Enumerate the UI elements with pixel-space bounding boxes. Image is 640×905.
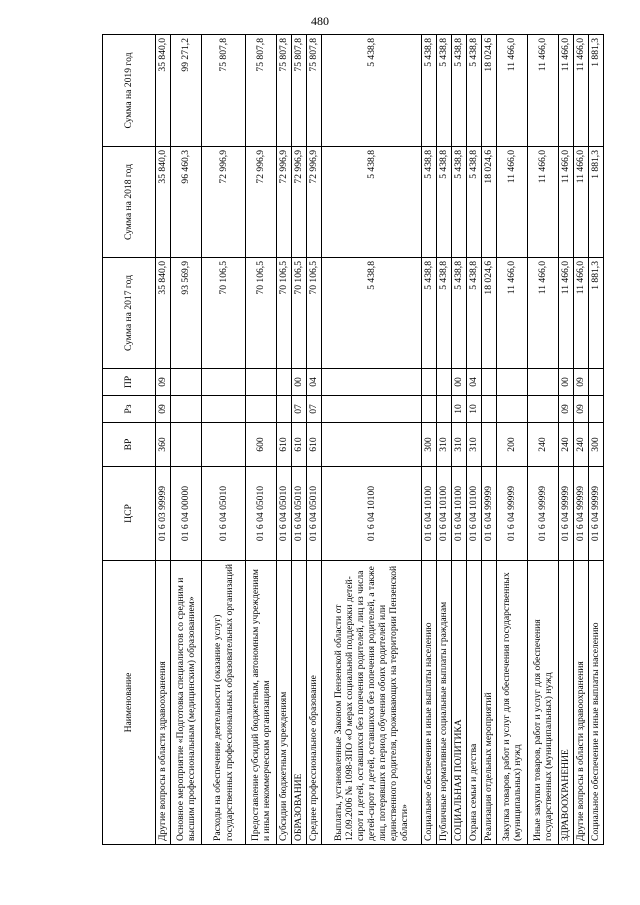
header-sum-2018: Сумма на 2018 год: [103, 147, 156, 258]
cell-pr: 09: [574, 369, 589, 396]
cell-csr: 01 6 04 10100: [322, 467, 422, 561]
cell-csr: 01 6 04 10100: [422, 467, 437, 561]
cell-pr: [528, 369, 559, 396]
cell-vr: 300: [422, 423, 437, 467]
cell-pr: [322, 369, 422, 396]
cell-sum-2018: 5 438,8: [437, 147, 452, 258]
cell-rz: [246, 396, 277, 423]
page-number: 480: [311, 14, 329, 28]
cell-sum-2019: 75 807,8: [202, 35, 246, 147]
cell-rz: [589, 396, 604, 423]
cell-vr: [202, 423, 246, 467]
cell-sum-2019: 18 024,6: [482, 35, 497, 147]
cell-name: ОБРАЗОВАНИЕ: [292, 561, 307, 845]
cell-sum-2018: 72 996,9: [307, 147, 322, 258]
cell-sum-2018: 18 024,6: [482, 147, 497, 258]
cell-name: Охрана семьи и детства: [467, 561, 482, 845]
cell-vr: 610: [277, 423, 292, 467]
cell-sum-2019: 5 438,8: [422, 35, 437, 147]
header-vr: ВР: [103, 423, 156, 467]
cell-csr: 01 6 04 99999: [559, 467, 574, 561]
cell-vr: [322, 423, 422, 467]
table-row: [307, 35, 322, 845]
header-sum-2017: Сумма на 2017 год: [103, 258, 156, 369]
cell-name: СОЦИАЛЬНАЯ ПОЛИТИКА: [452, 561, 467, 845]
table-row: [528, 35, 559, 845]
cell-vr: 310: [452, 423, 467, 467]
cell-name: Среднее профессиональное образование: [307, 561, 322, 845]
cell-sum-2019: 35 840,0: [156, 35, 171, 147]
cell-pr: [422, 369, 437, 396]
cell-name: Предоставление субсидий бюджетным, автономным учреждениям и иным некоммерческим организациям: [246, 561, 277, 845]
cell-name: Расходы на обеспечение деятельности (оказание услуг) государственных профессиональных образовательных организаций: [202, 561, 246, 845]
cell-pr: [482, 369, 497, 396]
table-row: [322, 35, 422, 845]
cell-csr: 01 6 04 05010: [292, 467, 307, 561]
cell-sum-2017: 5 438,8: [422, 258, 437, 369]
cell-sum-2018: 11 466,0: [497, 147, 528, 258]
table-row: [559, 35, 574, 845]
cell-sum-2018: 72 996,9: [292, 147, 307, 258]
cell-sum-2017: 11 466,0: [528, 258, 559, 369]
cell-sum-2017: 70 106,5: [307, 258, 322, 369]
table-row: [202, 35, 246, 845]
budget-table: [102, 34, 604, 845]
table-row: [292, 35, 307, 845]
cell-name: Публичные нормативные социальные выплаты гражданам: [437, 561, 452, 845]
cell-csr: 01 6 04 00000: [171, 467, 202, 561]
cell-rz: [322, 396, 422, 423]
cell-rz: 09: [156, 396, 171, 423]
cell-sum-2017: 11 466,0: [559, 258, 574, 369]
cell-vr: 610: [307, 423, 322, 467]
cell-vr: 360: [156, 423, 171, 467]
cell-csr: 01 6 04 10100: [437, 467, 452, 561]
cell-csr: 01 6 04 99999: [528, 467, 559, 561]
cell-sum-2017: 70 106,5: [277, 258, 292, 369]
cell-sum-2019: 75 807,8: [246, 35, 277, 147]
cell-vr: 200: [497, 423, 528, 467]
cell-name: Другие вопросы в области здравоохранения: [574, 561, 589, 845]
cell-sum-2018: 11 466,0: [559, 147, 574, 258]
cell-sum-2019: 75 807,8: [307, 35, 322, 147]
cell-csr: 01 6 03 99999: [156, 467, 171, 561]
table-row: [497, 35, 528, 845]
cell-sum-2017: 11 466,0: [574, 258, 589, 369]
header-rz: Рз: [103, 396, 156, 423]
cell-sum-2017: 1 881,3: [589, 258, 604, 369]
cell-name: Реализация отдельных мероприятий: [482, 561, 497, 845]
cell-vr: 240: [574, 423, 589, 467]
cell-pr: 00: [292, 369, 307, 396]
cell-vr: 600: [246, 423, 277, 467]
header-csr: ЦСР: [103, 467, 156, 561]
cell-pr: 00: [452, 369, 467, 396]
cell-sum-2019: 5 438,8: [452, 35, 467, 147]
cell-csr: 01 6 04 05010: [307, 467, 322, 561]
cell-vr: 610: [292, 423, 307, 467]
cell-pr: 09: [156, 369, 171, 396]
cell-vr: 310: [467, 423, 482, 467]
cell-name: Социальное обеспечение и иные выплаты населению: [422, 561, 437, 845]
cell-rz: [422, 396, 437, 423]
cell-sum-2019: 5 438,8: [467, 35, 482, 147]
table-row: [156, 35, 171, 845]
cell-sum-2019: 75 807,8: [292, 35, 307, 147]
cell-name: Закупка товаров, работ и услуг для обеспечения государственных (муниципальных) нужд: [497, 561, 528, 845]
cell-sum-2018: 1 881,3: [589, 147, 604, 258]
cell-csr: 01 6 04 05010: [277, 467, 292, 561]
cell-csr: 01 6 04 10100: [467, 467, 482, 561]
cell-vr: 300: [589, 423, 604, 467]
cell-rz: [482, 396, 497, 423]
cell-sum-2018: 11 466,0: [574, 147, 589, 258]
cell-rz: 10: [452, 396, 467, 423]
cell-sum-2017: 70 106,5: [292, 258, 307, 369]
cell-csr: 01 6 04 99999: [589, 467, 604, 561]
cell-csr: 01 6 04 99999: [482, 467, 497, 561]
cell-pr: [202, 369, 246, 396]
cell-rz: [437, 396, 452, 423]
cell-sum-2019: 5 438,8: [437, 35, 452, 147]
cell-sum-2018: 72 996,9: [202, 147, 246, 258]
cell-sum-2018: 35 840,0: [156, 147, 171, 258]
cell-rz: [277, 396, 292, 423]
cell-name: Основное мероприятие «Подготовка специалистов со средним и высшим профессиональным (медицинским) образованием»: [171, 561, 202, 845]
table-row: [246, 35, 277, 845]
header-name: Наименование: [103, 561, 156, 845]
cell-name: Выплаты, установленные Законом Пензенской области от 12.09.2006 № 1098-ЗПО «О мерах социальной поддержки детей-сирот и детей, оставшихся без попечения родителей, лиц из числа детей-сирот и детей, оставшихся без попечения родителей, а также лиц, потерявших в период обучения обоих родителей или единственного родителя, проживающих на территории Пензенской области»: [322, 561, 422, 845]
cell-pr: 04: [307, 369, 322, 396]
table-row: [574, 35, 589, 845]
cell-name: Социальное обеспечение и иные выплаты населению: [589, 561, 604, 845]
cell-pr: [589, 369, 604, 396]
cell-sum-2019: 11 466,0: [574, 35, 589, 147]
cell-vr: [171, 423, 202, 467]
cell-sum-2018: 5 438,8: [322, 147, 422, 258]
cell-pr: 00: [559, 369, 574, 396]
table-row: [482, 35, 497, 845]
cell-rz: 10: [467, 396, 482, 423]
cell-rz: 07: [307, 396, 322, 423]
rotated-table-wrapper: [102, 35, 602, 845]
cell-sum-2018: 72 996,9: [246, 147, 277, 258]
cell-vr: 310: [437, 423, 452, 467]
table-row: [422, 35, 437, 845]
cell-sum-2017: 5 438,8: [452, 258, 467, 369]
cell-sum-2019: 99 271,2: [171, 35, 202, 147]
cell-sum-2018: 72 996,9: [277, 147, 292, 258]
cell-rz: [497, 396, 528, 423]
cell-pr: [171, 369, 202, 396]
cell-rz: 09: [574, 396, 589, 423]
cell-rz: [528, 396, 559, 423]
cell-csr: 01 6 04 05010: [202, 467, 246, 561]
cell-sum-2018: 11 466,0: [528, 147, 559, 258]
cell-sum-2017: 70 106,5: [202, 258, 246, 369]
cell-pr: [277, 369, 292, 396]
table-row: [452, 35, 467, 845]
table-header-row: [103, 35, 156, 845]
cell-sum-2019: 5 438,8: [322, 35, 422, 147]
header-pr: ПР: [103, 369, 156, 396]
cell-sum-2017: 11 466,0: [497, 258, 528, 369]
cell-sum-2019: 11 466,0: [497, 35, 528, 147]
cell-sum-2017: 70 106,5: [246, 258, 277, 369]
cell-pr: [497, 369, 528, 396]
cell-sum-2018: 96 460,3: [171, 147, 202, 258]
table-row: [437, 35, 452, 845]
table-row: [277, 35, 292, 845]
cell-vr: 240: [559, 423, 574, 467]
cell-pr: [246, 369, 277, 396]
cell-sum-2019: 75 807,8: [277, 35, 292, 147]
cell-sum-2017: 93 569,9: [171, 258, 202, 369]
cell-vr: 240: [528, 423, 559, 467]
cell-rz: [171, 396, 202, 423]
header-sum-2019: Сумма на 2019 год: [103, 35, 156, 147]
cell-csr: 01 6 04 99999: [497, 467, 528, 561]
cell-sum-2018: 5 438,8: [422, 147, 437, 258]
cell-rz: [202, 396, 246, 423]
table-row: [589, 35, 604, 845]
cell-csr: 01 6 04 10100: [452, 467, 467, 561]
cell-sum-2017: 5 438,8: [322, 258, 422, 369]
table-row: [171, 35, 202, 845]
cell-name: Другие вопросы в области здравоохранения: [156, 561, 171, 845]
cell-rz: 07: [292, 396, 307, 423]
cell-sum-2019: 1 881,3: [589, 35, 604, 147]
table-row: [467, 35, 482, 845]
cell-sum-2017: 5 438,8: [437, 258, 452, 369]
cell-name: Субсидии бюджетным учреждениям: [277, 561, 292, 845]
cell-sum-2019: 11 466,0: [528, 35, 559, 147]
cell-name: Иные закупки товаров, работ и услуг для обеспечения государственных (муниципальных) нужд: [528, 561, 559, 845]
cell-rz: 09: [559, 396, 574, 423]
cell-sum-2018: 5 438,8: [452, 147, 467, 258]
cell-vr: [482, 423, 497, 467]
cell-sum-2019: 11 466,0: [559, 35, 574, 147]
cell-name: ЗДРАВООХРАНЕНИЕ: [559, 561, 574, 845]
cell-sum-2018: 5 438,8: [467, 147, 482, 258]
cell-csr: 01 6 04 99999: [574, 467, 589, 561]
cell-sum-2017: 35 840,0: [156, 258, 171, 369]
table-body: [156, 35, 604, 845]
cell-csr: 01 6 04 05010: [246, 467, 277, 561]
cell-sum-2017: 5 438,8: [467, 258, 482, 369]
cell-pr: 04: [467, 369, 482, 396]
cell-sum-2017: 18 024,6: [482, 258, 497, 369]
cell-pr: [437, 369, 452, 396]
